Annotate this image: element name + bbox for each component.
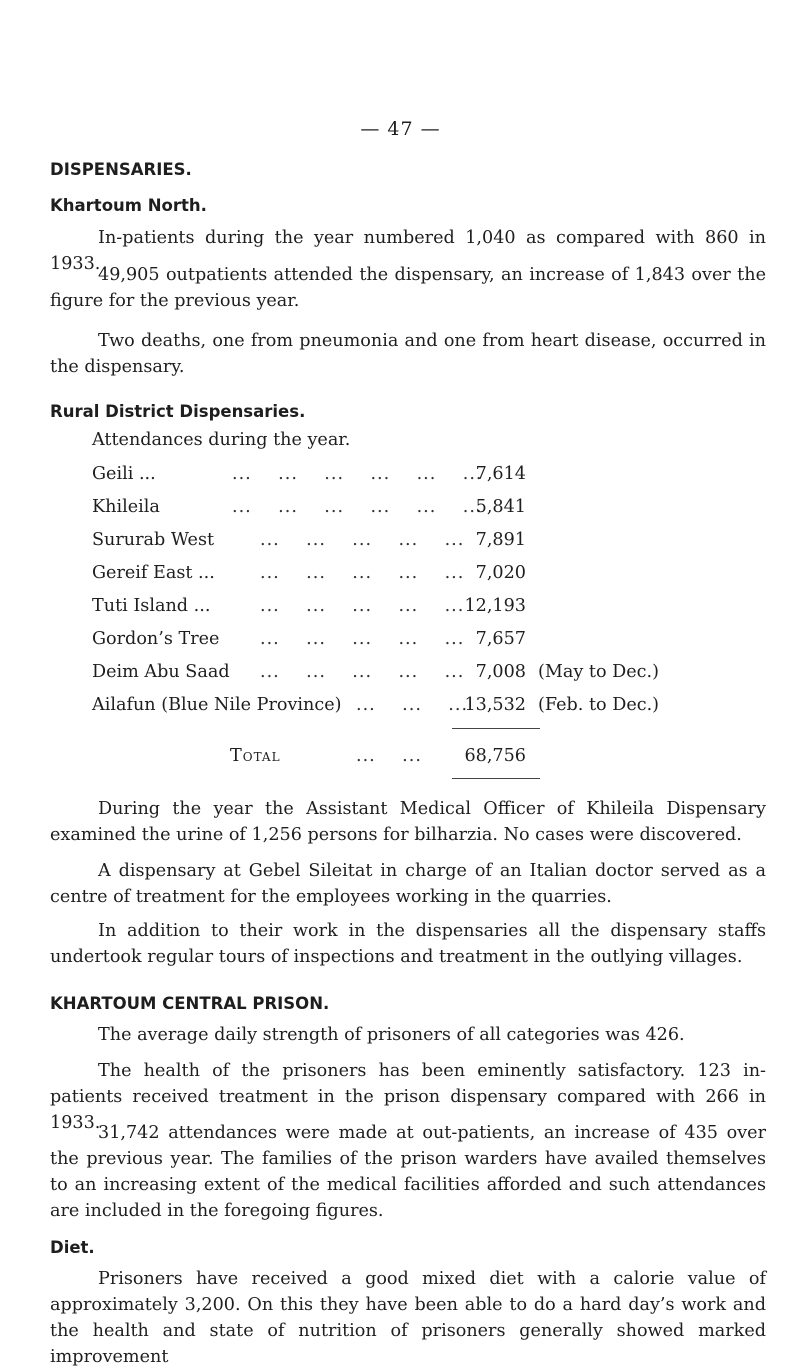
dispensary-name: Geili ... <box>92 464 156 484</box>
section-heading-dispensaries: DISPENSARIES. <box>50 160 192 179</box>
page-number: — 47 — <box>360 118 441 140</box>
dispensary-name: Ailafun (Blue Nile Province) <box>92 695 342 715</box>
dot-leader: ... ... ... ... ... ... <box>232 464 483 484</box>
attendance-value: 7,020 <box>475 563 526 583</box>
table-row <box>92 530 732 556</box>
dispensary-name: Sururab West <box>92 530 215 550</box>
attendance-value: 5,841 <box>475 497 526 517</box>
table-row <box>92 563 732 589</box>
dispensary-name: Gereif East ... <box>92 563 215 583</box>
attendance-value: 7,008 <box>475 662 526 682</box>
attendance-value: 13,532 <box>464 695 526 715</box>
total-rule-bottom <box>452 778 540 779</box>
dispensary-name: Deim Abu Saad <box>92 662 230 682</box>
paragraph-diet: Prisoners have received a good mixed diet with a calorie value of approximately 3,200. On this they have been able to do a hard day’s work and the health and state of nutrition of prisoners generally showed marked improvement <box>50 1269 766 1367</box>
table-row <box>92 497 732 523</box>
paragraph-prison-strength: The average daily strength of prisoners of all categories was 426. <box>98 1025 685 1045</box>
table-row <box>92 695 732 721</box>
paragraph-tours: In addition to their work in the dispensaries all the dispensary staffs undertook regular tours of inspections and treatment in the outlying villages. <box>50 921 766 967</box>
paragraph-bilharzia: During the year the Assistant Medical Officer of Khileila Dispensary examined the urine of 1,256 persons for bilharzia. No cases were discovered. <box>50 799 766 845</box>
dot-leader: ... ... ... <box>356 695 469 715</box>
subheading-rural-dispensaries: Rural District Dispensaries. <box>50 402 306 421</box>
paragraph-deaths: Two deaths, one from pneumonia and one from heart disease, occurred in the dispensary. <box>50 331 766 377</box>
attendance-value: 7,614 <box>475 464 526 484</box>
dot-leader: ... ... <box>356 746 422 766</box>
attendance-value: 7,657 <box>475 629 526 649</box>
period-note: (Feb. to Dec.) <box>538 695 660 715</box>
section-heading-prison: KHARTOUM CENTRAL PRISON. <box>50 994 330 1013</box>
dot-leader: ... ... ... ... ... <box>260 662 465 682</box>
paragraph-prison-attendances: 31,742 attendances were made at out-patients, an increase of 435 over the previous year. The families of the prison warders have availed themselves to an increasing extent of the medical facilities afforded and such attendances are included in the foregoing figures. <box>50 1123 766 1221</box>
total-label: Total <box>230 746 281 766</box>
subheading-khartoum-north: Khartoum North. <box>50 196 207 215</box>
dispensary-name: Khileila <box>92 497 160 517</box>
section-heading-diet: Diet. <box>50 1238 95 1257</box>
total-value: 68,756 <box>464 746 526 766</box>
paragraph-outpatients: 49,905 outpatients attended the dispensary, an increase of 1,843 over the figure for the previous year. <box>50 265 766 311</box>
paragraph-prison-health: The health of the prisoners has been eminently satisfactory. 123 in-patients received treatment in the prison dispensary compared with 266 in 1933. <box>50 1061 766 1133</box>
table-row-total <box>92 746 732 772</box>
attendances-label: Attendances during the year. <box>92 430 351 450</box>
dot-leader: ... ... ... ... ... <box>260 596 465 616</box>
attendance-value: 12,193 <box>464 596 526 616</box>
dot-leader: ... ... ... ... ... <box>260 629 465 649</box>
total-rule-top <box>452 728 540 729</box>
paragraph-gebel-sileitat: A dispensary at Gebel Sileitat in charge of an Italian doctor served as a centre of treatment for the employees working in the quarries. <box>50 861 766 907</box>
dispensary-name: Tuti Island ... <box>92 596 211 616</box>
table-row <box>92 662 732 688</box>
table-row <box>92 596 732 622</box>
dot-leader: ... ... ... ... ... <box>260 563 465 583</box>
dot-leader: ... ... ... ... ... <box>260 530 465 550</box>
table-row <box>92 629 732 655</box>
attendance-value: 7,891 <box>475 530 526 550</box>
period-note: (May to Dec.) <box>538 662 659 682</box>
paragraph-inpatients: In-patients during the year numbered 1,040 as compared with 860 in 1933. <box>50 228 766 274</box>
table-row <box>92 464 732 490</box>
dot-leader: ... ... ... ... ... ... <box>232 497 483 517</box>
dispensary-name: Gordon’s Tree <box>92 629 220 649</box>
